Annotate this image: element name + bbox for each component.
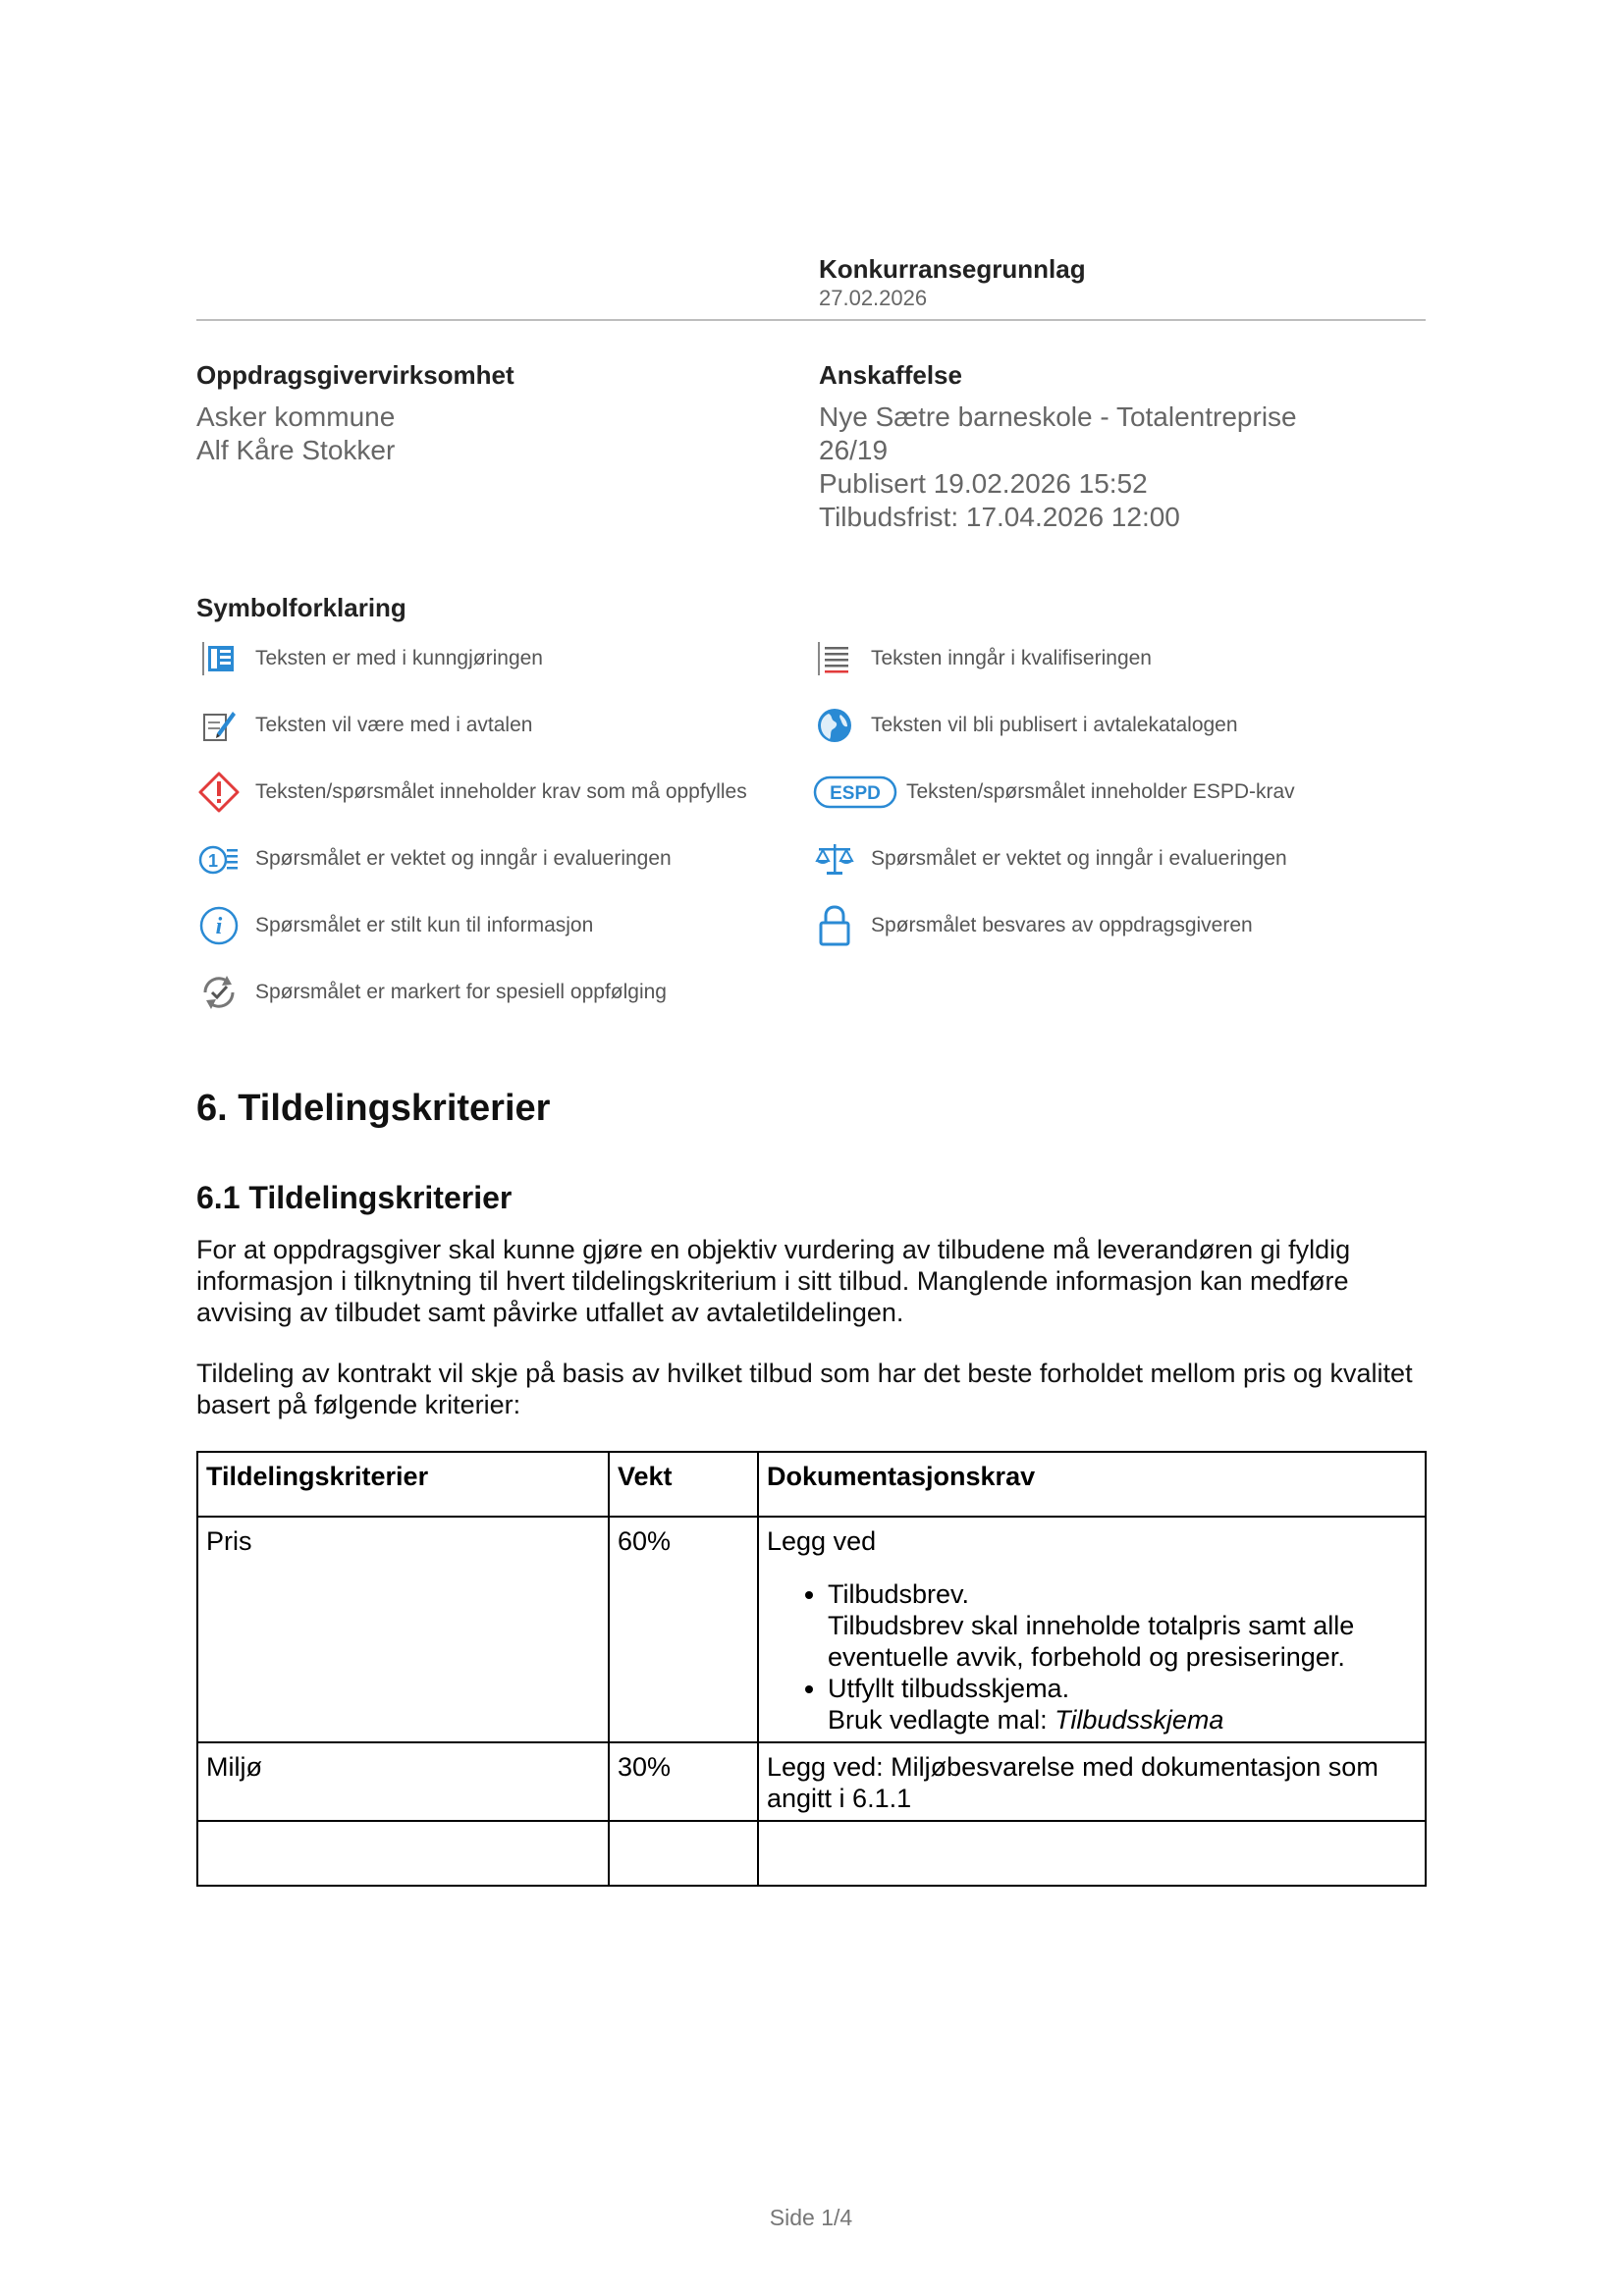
- document-date: 27.02.2026: [819, 286, 928, 310]
- intro-paragraph: For at oppdragsgiver skal kunne gjøre en objektiv vurdering av tilbudene må leverandøren gi fyldig informasjon i tilknytning til hvert tildelingskriterium i sitt tilbud. Manglende informasjon kan medføre avvising av tilbudet samt påvirke utfallet av avtaletildelingen.: [196, 1235, 1351, 1327]
- legend-item: [812, 637, 1152, 680]
- list-item: [828, 1578, 1417, 1673]
- legend-text: Teksten er med i kunngjøringen: [255, 647, 543, 669]
- empty-cell: [197, 1821, 609, 1886]
- header-divider: [196, 319, 1426, 321]
- empty-cell: [609, 1821, 758, 1886]
- weighted-number-icon: [196, 836, 242, 881]
- legend-text: Teksten vil være med i avtalen: [255, 714, 533, 736]
- subsection-heading: 6.1 Tildelingskriterier: [196, 1180, 513, 1215]
- criterion-cell: Pris: [197, 1517, 609, 1742]
- documentation-cell: [758, 1517, 1426, 1742]
- legend-text: Spørsmålet er stilt kun til informasjon: [255, 914, 594, 936]
- procurement-line: Publisert 19.02.2026 15:52: [819, 468, 1148, 499]
- buyer-block: [196, 359, 514, 467]
- documentation-intro: Legg ved: [767, 1526, 877, 1556]
- table-row-empty: [197, 1821, 1426, 1886]
- legend-text: Spørsmålet besvares av oppdragsgiveren: [871, 914, 1253, 936]
- legend-text: Spørsmålet er markert for spesiell oppfølging: [255, 981, 667, 1003]
- legend-text: Teksten vil bli publisert i avtalekatalogen: [871, 714, 1238, 736]
- buyer-heading: Oppdragsgivervirksomhet: [196, 360, 514, 390]
- list-item: [828, 1673, 1417, 1735]
- legend-text: Teksten/spørsmålet inneholder krav som må oppfylles: [255, 780, 747, 803]
- award-paragraph: Tildeling av kontrakt vil skje på basis av hvilket tilbud som har det beste forholdet mellom pris og kvalitet basert på følgende kriterier:: [196, 1359, 1413, 1419]
- legend-text: Spørsmålet er vektet og inngår i evalueringen: [255, 847, 672, 870]
- announcement-icon: [196, 636, 242, 681]
- procurement-line: Nye Sætre barneskole - Totalentreprise: [819, 401, 1297, 432]
- legend-text: Teksten inngår i kvalifiseringen: [871, 647, 1152, 669]
- legend-heading: Symbolforklaring: [196, 593, 406, 622]
- procurement-line: 26/19: [819, 435, 889, 465]
- legend-item: [812, 904, 1253, 947]
- document-title: Konkurransegrunnlag: [819, 254, 1086, 284]
- table-row: [197, 1742, 1426, 1821]
- warning-icon: [196, 770, 242, 815]
- bullet-detail: Tilbudsbrev skal inneholde totalpris samt alle eventuelle avvik, forbehold og presiseringer.: [828, 1611, 1355, 1672]
- procurement-line: Tilbudsfrist: 17.04.2026 12:00: [819, 502, 1180, 532]
- bullet-detail-prefix: Bruk vedlagte mal:: [828, 1705, 1055, 1735]
- qualification-list-icon: [812, 636, 857, 681]
- award-criteria-table: [196, 1451, 1427, 1887]
- weight-cell: 60%: [609, 1517, 758, 1742]
- document-header: [819, 253, 1086, 312]
- legend-text: Teksten/spørsmålet inneholder ESPD-krav: [906, 780, 1295, 803]
- legend-text: Spørsmålet er vektet og inngår i evalueringen: [871, 847, 1287, 870]
- page-number: Side 1/4: [769, 2205, 853, 2230]
- column-header: Tildelingskriterier: [197, 1452, 609, 1517]
- section-heading: 6. Tildelingskriterier: [196, 1088, 551, 1129]
- buyer-line: Asker kommune: [196, 401, 396, 432]
- bullet-detail: [828, 1704, 1417, 1735]
- documentation-list: [767, 1578, 1417, 1735]
- legend-item: [812, 704, 1238, 747]
- info-icon: [196, 903, 242, 948]
- espd-icon: [812, 770, 898, 815]
- espd-badge-label: ESPD: [830, 783, 881, 804]
- column-header: Dokumentasjonskrav: [758, 1452, 1426, 1517]
- documentation-cell: Legg ved: Miljøbesvarelse med dokumentasjon som angitt i 6.1.1: [758, 1742, 1426, 1821]
- legend-item: [196, 837, 672, 881]
- legend-item: [196, 704, 532, 747]
- svg-text:i: i: [215, 914, 223, 939]
- procurement-block: [819, 359, 1297, 534]
- table-row: [197, 1517, 1426, 1742]
- lock-icon: [812, 903, 857, 948]
- legend-item: [196, 971, 667, 1014]
- legend-item: [196, 637, 543, 680]
- legend-item: [196, 771, 747, 814]
- empty-cell: [758, 1821, 1426, 1886]
- table-header-row: [197, 1452, 1426, 1517]
- buyer-line: Alf Kåre Stokker: [196, 435, 396, 465]
- template-name: Tilbudsskjema: [1055, 1705, 1224, 1735]
- svg-text:1: 1: [207, 851, 219, 871]
- legend-item: [812, 771, 1295, 814]
- scale-icon: [812, 836, 857, 881]
- globe-icon: [812, 703, 857, 748]
- document-page: [196, 0, 1426, 2296]
- bullet-title: • Utfyllt tilbudsskjema.: [828, 1674, 1070, 1703]
- legend-item: [812, 837, 1287, 881]
- weight-cell: 30%: [609, 1742, 758, 1821]
- contract-edit-icon: [196, 703, 242, 748]
- bullet-title: • Tilbudsbrev.: [828, 1579, 970, 1609]
- legend-item: [196, 904, 593, 947]
- follow-up-icon: [196, 970, 242, 1015]
- criterion-cell: Miljø: [197, 1742, 609, 1821]
- column-header: Vekt: [609, 1452, 758, 1517]
- procurement-heading: Anskaffelse: [819, 360, 962, 390]
